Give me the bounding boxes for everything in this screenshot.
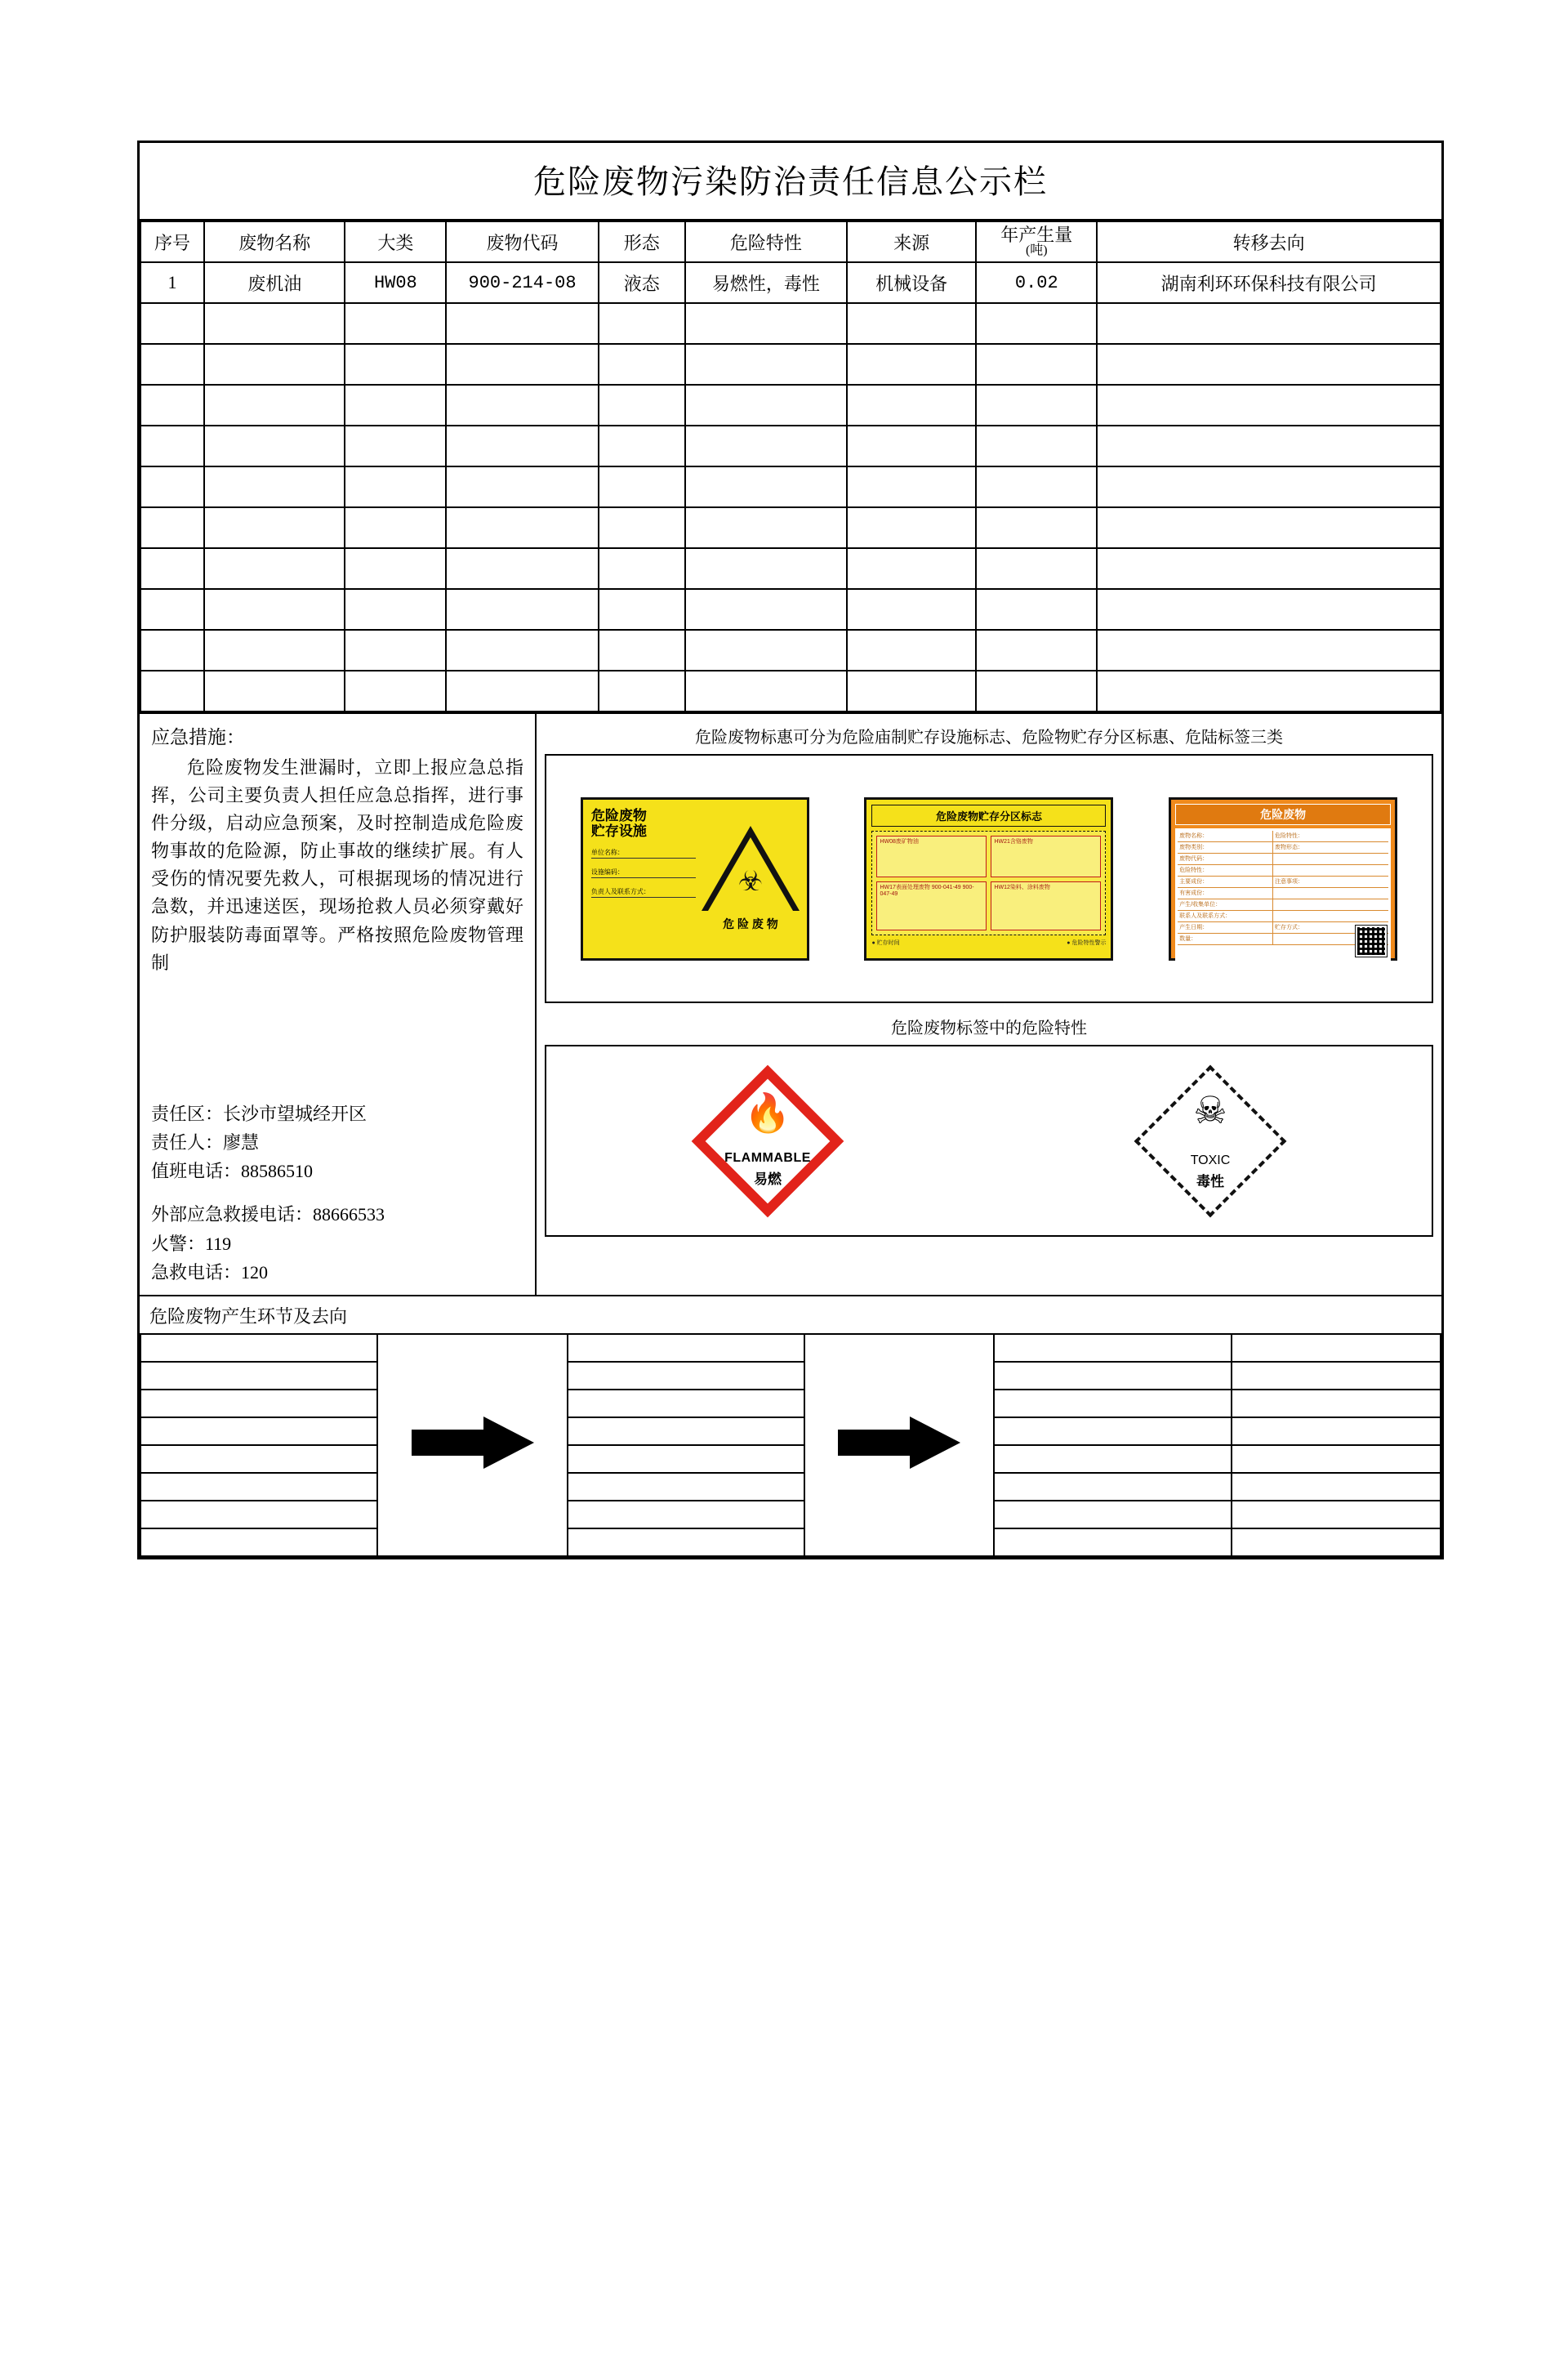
page-title: 危险废物污染防治责任信息公示栏 <box>533 163 1048 200</box>
flame-icon: 🔥 <box>744 1091 791 1134</box>
sign2-zone-cell: HW21含铬废物 <box>991 836 1101 877</box>
sign1-footer: 危 险 废 物 <box>723 917 778 930</box>
flow-row <box>140 1473 1441 1501</box>
table-row <box>140 589 1441 630</box>
sign3-left-field: 危险特性： <box>1178 865 1273 876</box>
flow-cell <box>994 1417 1231 1445</box>
header-code: 废物代码 <box>446 221 598 262</box>
sign3-row <box>1178 831 1388 842</box>
cell-empty <box>1097 548 1441 589</box>
flow-cell <box>568 1528 804 1556</box>
table-row <box>140 262 1441 303</box>
flow-cell <box>994 1473 1231 1501</box>
flow-cell <box>568 1390 804 1417</box>
sign1-field-unit: 单位名称： <box>591 848 696 859</box>
flow-cell <box>568 1501 804 1528</box>
header-source: 来源 <box>847 221 976 262</box>
toxic-symbol <box>1133 1064 1288 1219</box>
cell-empty <box>140 630 204 671</box>
cell-empty <box>599 466 685 507</box>
arrow-right-icon <box>838 1417 960 1469</box>
cell-empty <box>1097 466 1441 507</box>
external-rescue-phone: 外部应急救援电话：88666533 <box>151 1204 385 1225</box>
sign3-right-field <box>1273 911 1388 921</box>
toxic-cn-label: 毒性 <box>1196 1174 1224 1189</box>
header-state: 形态 <box>599 221 685 262</box>
emergency-left-panel <box>140 714 537 1295</box>
flammable-symbol <box>690 1064 845 1219</box>
flow-label-row <box>140 1295 1441 1333</box>
cell-category: HW08 <box>345 262 446 303</box>
cell-empty <box>345 426 446 466</box>
cell-empty <box>204 426 345 466</box>
emergency-section <box>140 712 1441 1295</box>
cell-empty <box>976 426 1097 466</box>
sign2-zone-cell: HW17表面处理废物 900-041-49 900-047-49 <box>876 881 987 930</box>
signs-caption: 危险废物标惠可分为危险庙制贮存设施标志、危险物贮存分区标惠、危陆标签三类 <box>695 729 1283 747</box>
cell-empty <box>446 630 598 671</box>
sign3-left-field: 废物名称： <box>1178 831 1273 841</box>
cell-empty <box>847 385 976 426</box>
responsible-person: 责任人：廖慧 <box>151 1131 260 1153</box>
cell-empty <box>345 303 446 344</box>
sign3-right-field: 贮存方式： <box>1274 925 1303 930</box>
cell-empty <box>599 548 685 589</box>
sign3-row <box>1178 842 1388 854</box>
sign2-footer <box>871 939 1106 947</box>
cell-empty <box>204 507 345 548</box>
cell-empty <box>599 344 685 385</box>
sign3-field-grid <box>1175 828 1391 961</box>
cell-code: 900-214-08 <box>446 262 598 303</box>
table-row <box>140 507 1441 548</box>
cell-empty <box>847 344 976 385</box>
cell-empty <box>599 630 685 671</box>
cell-empty <box>1097 303 1441 344</box>
page-title-row <box>140 143 1441 221</box>
flow-row <box>140 1501 1441 1528</box>
flow-row <box>140 1417 1441 1445</box>
flow-cell <box>568 1473 804 1501</box>
flow-row <box>140 1528 1441 1556</box>
cell-empty <box>1097 344 1441 385</box>
flow-cell <box>568 1445 804 1473</box>
cell-empty <box>204 466 345 507</box>
cell-empty <box>599 426 685 466</box>
flow-cell <box>140 1390 377 1417</box>
sign3-row <box>1178 877 1388 888</box>
table-row <box>140 344 1441 385</box>
cell-empty <box>345 344 446 385</box>
sign3-row <box>1178 865 1388 877</box>
cell-empty <box>685 671 847 712</box>
header-destination: 转移去向 <box>1097 221 1441 262</box>
sign2-zone-grid <box>871 831 1106 935</box>
cell-empty <box>345 385 446 426</box>
cell-empty <box>1097 426 1441 466</box>
flammable-cn-label: 易燃 <box>754 1171 782 1187</box>
header-no: 序号 <box>140 221 204 262</box>
sign3-left-field: 联系人及联系方式： <box>1178 911 1273 921</box>
duty-phone: 值班电话：88586510 <box>151 1161 314 1182</box>
sign1-field-contact: 负责人及联系方式： <box>591 887 696 898</box>
flow-cell <box>1232 1390 1441 1417</box>
sign3-title: 危险废物 <box>1175 804 1391 825</box>
cell-empty <box>976 466 1097 507</box>
cell-empty <box>345 630 446 671</box>
cell-empty <box>847 426 976 466</box>
sign3-right-field: 危险特性： <box>1274 833 1303 839</box>
flow-cell <box>140 1501 377 1528</box>
flow-cell <box>994 1334 1231 1362</box>
hazardous-waste-label-sign <box>1169 797 1397 961</box>
cell-empty <box>446 426 598 466</box>
cell-no: 1 <box>140 262 204 303</box>
cell-empty <box>847 548 976 589</box>
flow-arrow-cell <box>804 1334 994 1556</box>
flow-cell <box>994 1501 1231 1528</box>
table-row <box>140 426 1441 466</box>
sign3-left-field: 产生日期： <box>1178 922 1273 933</box>
header-amount-unit: (吨) <box>1025 243 1048 258</box>
sign3-left-field: 有害成份： <box>1178 888 1273 899</box>
cell-empty <box>847 303 976 344</box>
cell-empty <box>847 589 976 630</box>
cell-empty <box>599 303 685 344</box>
header-hazard: 危险特性 <box>685 221 847 262</box>
arrow-right-icon <box>412 1417 534 1469</box>
cell-destination: 湖南利环环保科技有限公司 <box>1097 262 1441 303</box>
sign3-left-field: 废物代码： <box>1178 854 1273 864</box>
cell-state: 液态 <box>599 262 685 303</box>
flow-cell <box>140 1362 377 1390</box>
sign3-left-field: 主要成份： <box>1178 877 1273 887</box>
flow-cell <box>994 1390 1231 1417</box>
table-row <box>140 671 1441 712</box>
cell-empty <box>446 466 598 507</box>
storage-zone-sign <box>864 797 1113 961</box>
table-row <box>140 548 1441 589</box>
storage-facility-sign-right <box>699 805 802 953</box>
cell-empty <box>976 589 1097 630</box>
fire-phone: 火警：119 <box>151 1233 232 1254</box>
cell-empty <box>847 630 976 671</box>
flow-row <box>140 1334 1441 1362</box>
signage-panel <box>537 714 1441 1295</box>
flow-arrow-cell <box>377 1334 567 1556</box>
cell-empty <box>204 671 345 712</box>
cell-empty <box>976 303 1097 344</box>
flow-cell <box>1232 1334 1441 1362</box>
cell-empty <box>204 589 345 630</box>
cell-empty <box>140 589 204 630</box>
cell-empty <box>204 303 345 344</box>
cell-amount: 0.02 <box>976 262 1097 303</box>
flow-cell <box>994 1362 1231 1390</box>
cell-empty <box>446 589 598 630</box>
cell-empty <box>847 466 976 507</box>
flow-label: 危险废物产生环节及去向 <box>149 1305 348 1327</box>
cell-empty <box>847 671 976 712</box>
sign3-left-field: 产生/收集单位： <box>1178 899 1273 910</box>
cell-empty <box>1097 507 1441 548</box>
cell-empty <box>140 385 204 426</box>
cell-hazard: 易燃性，毒性 <box>685 262 847 303</box>
cell-empty <box>345 548 446 589</box>
cell-empty <box>140 548 204 589</box>
sign3-row <box>1178 888 1388 899</box>
flow-table <box>140 1333 1441 1557</box>
header-category: 大类 <box>345 221 446 262</box>
table-row <box>140 466 1441 507</box>
cell-empty <box>446 671 598 712</box>
sign2-footer-right: ● 危险特性警示 <box>1067 939 1107 946</box>
table-row <box>140 385 1441 426</box>
sign1-title-line1: 危险废物 <box>590 807 647 823</box>
cell-empty <box>976 507 1097 548</box>
flow-row <box>140 1362 1441 1390</box>
cell-empty <box>204 548 345 589</box>
flow-cell <box>140 1334 377 1362</box>
header-name: 废物名称 <box>204 221 345 262</box>
table-body <box>140 262 1441 712</box>
cell-empty <box>685 426 847 466</box>
cell-empty <box>446 303 598 344</box>
flow-cell <box>1232 1501 1441 1528</box>
sign2-title: 危险废物贮存分区标志 <box>871 805 1106 827</box>
cell-empty <box>976 385 1097 426</box>
skull-icon: ☠ <box>1193 1089 1227 1131</box>
cell-empty <box>976 630 1097 671</box>
flow-cell <box>1232 1528 1441 1556</box>
sign2-zone-cell: HW08废矿物油 <box>876 836 987 877</box>
cell-empty <box>140 671 204 712</box>
cell-empty <box>685 344 847 385</box>
table-header-row <box>140 221 1441 262</box>
cell-empty <box>599 671 685 712</box>
public-notice-board <box>137 141 1444 1559</box>
cell-empty <box>1097 589 1441 630</box>
sign3-right-field: 注意事项： <box>1274 879 1303 885</box>
cell-empty <box>345 589 446 630</box>
emergency-heading: 应急措施： <box>151 727 245 747</box>
cell-empty <box>976 671 1097 712</box>
flow-cell <box>1232 1362 1441 1390</box>
sign3-row <box>1178 899 1388 911</box>
cell-empty <box>599 507 685 548</box>
cell-empty <box>1097 671 1441 712</box>
waste-table <box>140 221 1441 712</box>
sign3-right-field: 废物形态： <box>1274 845 1303 850</box>
cell-empty <box>685 630 847 671</box>
sign3-right-field <box>1273 888 1388 899</box>
flow-cell <box>568 1334 804 1362</box>
sign1-fields <box>591 848 696 898</box>
qr-code-icon <box>1356 926 1387 957</box>
sign3-row <box>1178 854 1388 865</box>
cell-empty <box>685 303 847 344</box>
table-row <box>140 303 1441 344</box>
header-amount <box>976 221 1097 262</box>
cell-empty <box>1097 630 1441 671</box>
cell-empty <box>446 344 598 385</box>
cell-empty <box>140 426 204 466</box>
cell-empty <box>204 385 345 426</box>
flow-row <box>140 1390 1441 1417</box>
cell-empty <box>976 344 1097 385</box>
cell-source: 机械设备 <box>847 262 976 303</box>
cell-empty <box>204 630 345 671</box>
cell-empty <box>685 589 847 630</box>
cell-empty <box>599 589 685 630</box>
storage-facility-sign-left <box>588 805 699 953</box>
table-row <box>140 630 1441 671</box>
cell-empty <box>345 507 446 548</box>
flow-cell <box>1232 1473 1441 1501</box>
cell-empty <box>140 344 204 385</box>
flow-cell <box>140 1473 377 1501</box>
cell-empty <box>140 507 204 548</box>
flow-row <box>140 1445 1441 1473</box>
flow-cell <box>140 1445 377 1473</box>
toxic-en-label: TOXIC <box>1190 1153 1231 1167</box>
flow-cell <box>140 1528 377 1556</box>
cell-empty <box>345 671 446 712</box>
cell-empty <box>446 548 598 589</box>
header-amount-label: 年产生量 <box>1000 225 1073 246</box>
cell-empty <box>1097 385 1441 426</box>
contact-block <box>151 1100 523 1287</box>
flow-cell <box>568 1417 804 1445</box>
cell-empty <box>446 385 598 426</box>
flow-cell <box>994 1528 1231 1556</box>
dead-tree-fish-icon: ☣ <box>737 866 764 897</box>
signs-image-strip <box>545 754 1433 1003</box>
cell-empty <box>446 507 598 548</box>
cell-empty <box>140 303 204 344</box>
flow-cell <box>994 1445 1231 1473</box>
sign3-left-field: 数量： <box>1178 934 1273 944</box>
sign3-right-field <box>1273 865 1388 876</box>
flow-cell <box>140 1417 377 1445</box>
sign2-zone-cell: HW12染料、涂料废物 <box>991 881 1101 930</box>
emergency-paragraph: 危险废物发生泄漏时，立即上报应急总指挥，公司主要负责人担任应急总指挥，进行事件分级，启动应急预案，及时控制造成危险废物事故的危险源，防止事故的继续扩展。有人受伤的情况要先救人，可根据现场的情况进行急数，并迅速送医，现场抢救人员必须穿戴好防护服装防毒面罩等。严格按照危险废物管理制 <box>151 757 523 973</box>
cell-empty <box>599 385 685 426</box>
cell-empty <box>685 466 847 507</box>
sign3-row <box>1178 911 1388 922</box>
sign1-title-line2: 贮存设施 <box>590 823 647 840</box>
cell-empty <box>685 548 847 589</box>
flow-cell <box>1232 1445 1441 1473</box>
hazard-symbol-strip <box>545 1045 1433 1237</box>
flammable-en-label: FLAMMABLE <box>724 1151 811 1165</box>
sign3-left-field: 废物类别： <box>1178 842 1273 853</box>
spacer <box>151 1185 523 1200</box>
cell-empty <box>976 548 1097 589</box>
cell-empty <box>847 507 976 548</box>
cell-name: 废机油 <box>204 262 345 303</box>
sign3-right-field <box>1273 854 1388 864</box>
sign1-field-code: 设施编码： <box>591 868 696 878</box>
sign2-footer-left: ● 贮存时间 <box>871 939 900 946</box>
flow-cell <box>1232 1417 1441 1445</box>
cell-empty <box>685 507 847 548</box>
flow-cell <box>568 1362 804 1390</box>
cell-empty <box>140 466 204 507</box>
ambulance-phone: 急救电话：120 <box>151 1261 269 1283</box>
hazard-caption: 危险废物标签中的危险特性 <box>891 1019 1087 1037</box>
storage-facility-sign <box>581 797 809 961</box>
cell-empty <box>204 344 345 385</box>
responsible-area: 责任区：长沙市望城经开区 <box>151 1103 368 1124</box>
cell-empty <box>685 385 847 426</box>
cell-empty <box>345 466 446 507</box>
hazard-triangle-icon <box>702 826 800 911</box>
sign3-right-field <box>1273 899 1388 910</box>
